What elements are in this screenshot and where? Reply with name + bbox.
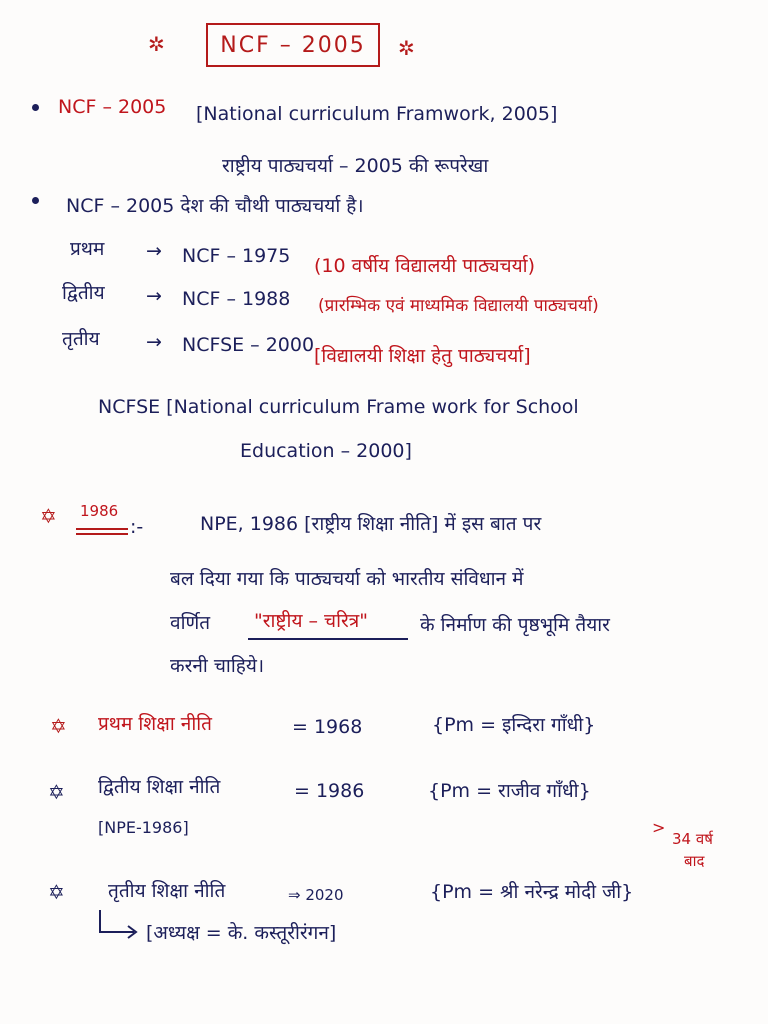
npe-paragraph-line: बल दिया गया कि पाठ्यचर्या को भारतीय संविधान में <box>170 568 524 590</box>
year-underline <box>76 533 128 535</box>
policy-label: प्रथम शिक्षा नीति <box>98 713 212 735</box>
npe-paragraph-line: वर्णित <box>170 612 211 634</box>
ncf-hindi-title: राष्ट्रीय पाठ्यचर्या – 2005 की रूपरेखा <box>222 155 489 177</box>
quote-underline <box>248 638 408 640</box>
ncf-label: NCF – 2005 <box>58 96 167 118</box>
star-icon: ✡ <box>40 504 57 528</box>
national-character-quote: "राष्ट्रीय – चरित्र" <box>254 610 369 632</box>
list-item-desc: (10 वर्षीय विद्यालयी पाठ्यचर्या) <box>314 255 535 277</box>
npe-paragraph-line: करनी चाहिये। <box>170 655 265 677</box>
hook-arrow-icon <box>96 908 142 942</box>
fourth-curriculum-text: NCF – 2005 देश की चौथी पाठ्यचर्या है। <box>66 195 364 217</box>
bullet-icon <box>32 104 39 111</box>
npe-paragraph-line: NPE, 1986 [राष्ट्रीय शिक्षा नीति] में इस बात पर <box>200 513 542 535</box>
page-title: NCF – 2005 <box>206 23 380 67</box>
chairman-note: [अध्यक्ष = के. कस्तूरीरंगन] <box>146 922 337 944</box>
list-item-code: NCF – 1975 <box>182 245 291 267</box>
list-item-code: NCF – 1988 <box>182 288 291 310</box>
npe-paragraph-line: के निर्माण की पृष्ठभूमि तैयार <box>420 614 610 636</box>
ncf-full-form: [National curriculum Framwork, 2005] <box>196 103 558 125</box>
list-item-ordinal: तृतीय <box>62 328 100 350</box>
policy-year: = 1986 <box>294 780 365 802</box>
policy-label: द्वितीय शिक्षा नीति <box>98 776 221 798</box>
list-item-desc: [विद्यालयी शिक्षा हेतु पाठ्यचर्या] <box>314 345 531 367</box>
arrow-icon: → <box>146 240 162 262</box>
year-separator: :- <box>130 516 144 538</box>
star-icon: ✡ <box>48 780 65 804</box>
list-item-ordinal: द्वितीय <box>62 282 105 304</box>
year-underline <box>76 528 128 530</box>
gap-note: 34 वर्ष <box>672 830 713 848</box>
policy-pm: {Pm = इन्दिरा गाँधी} <box>432 714 596 736</box>
bracket-icon: > <box>652 818 666 837</box>
year-heading: 1986 <box>80 502 119 520</box>
ncfse-full-form: NCFSE [National curriculum Frame work for School <box>98 396 579 418</box>
policy-pm: {Pm = राजीव गाँधी} <box>428 780 591 802</box>
gap-note: बाद <box>684 852 705 870</box>
star-icon: ✡ <box>50 714 67 738</box>
list-item-code: NCFSE – 2000 <box>182 334 315 356</box>
star-icon: ✡ <box>48 880 65 904</box>
arrow-icon: → <box>146 285 162 307</box>
ncfse-full-form-cont: Education – 2000] <box>240 440 412 462</box>
list-item-ordinal: प्रथम <box>70 238 105 260</box>
npe-reference: [NPE-1986] <box>98 818 189 837</box>
list-item-desc: (प्रारम्भिक एवं माध्यमिक विद्यालयी पाठ्यचर्या) <box>318 296 599 316</box>
arrow-icon: → <box>146 331 162 353</box>
policy-label: तृतीय शिक्षा नीति <box>108 880 226 902</box>
policy-year: = 1968 <box>292 716 363 738</box>
policy-pm: {Pm = श्री नरेन्द्र मोदी जी} <box>430 881 634 903</box>
sparkle-left-icon: ✲ <box>148 32 165 56</box>
bullet-icon <box>32 197 39 204</box>
policy-year: ⇒ 2020 <box>288 886 344 904</box>
sparkle-right-icon: ✲ <box>398 36 415 60</box>
